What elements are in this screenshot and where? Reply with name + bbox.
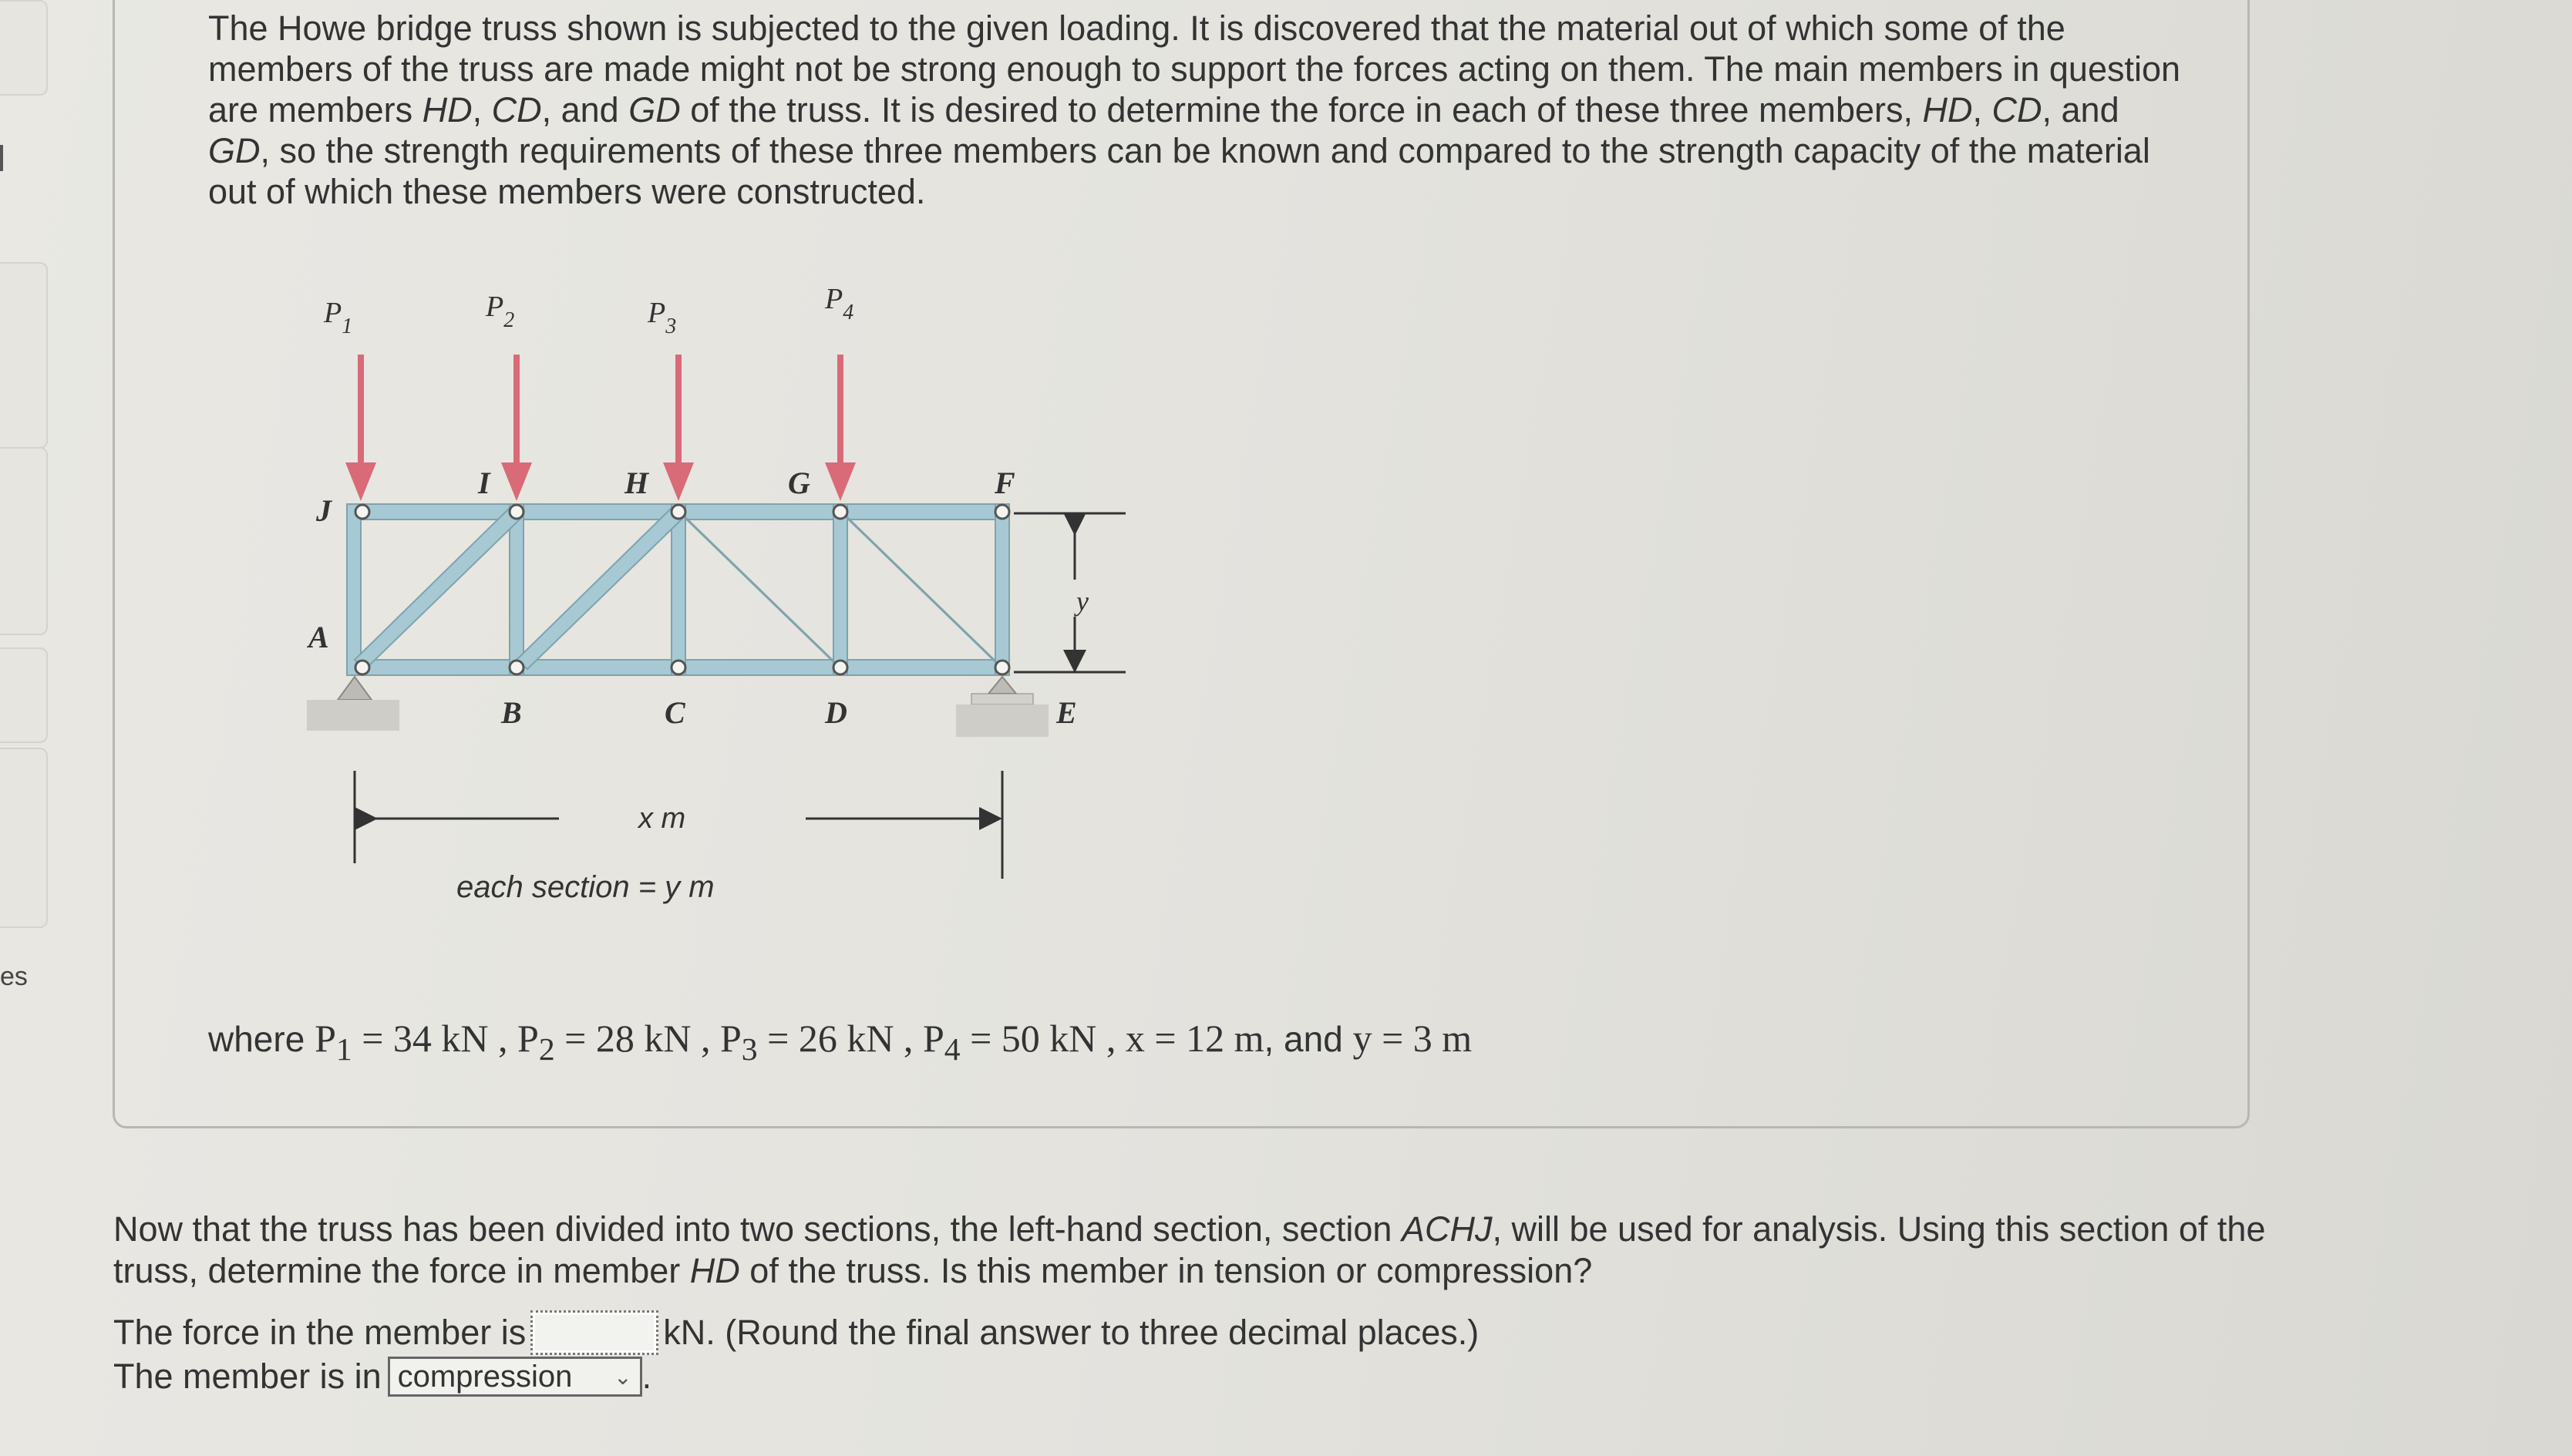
- state-answer-row: [113, 1357, 651, 1397]
- load-arrow-p3: [663, 355, 694, 501]
- problem-statement: The Howe bridge truss shown is subjected to the given loading. It is discovered that the material out of which some of the members of the truss are made might not be strong enough to support the forces acting on them. The main members in question are members HD, CD, and GD of the truss. It is desired to determine the force in each of these three members, HD, CD, and GD, so the strength requirements of these three members can be known and compared to the strength capacity of the material out of which these members were constructed.: [208, 8, 2181, 211]
- node-label-h: H: [624, 466, 649, 500]
- pin-support-a: [307, 677, 399, 731]
- sidebar-panel: [0, 447, 48, 635]
- node-label-i: I: [478, 466, 490, 500]
- roller-support-e: [956, 677, 1049, 737]
- y-dimension: [1014, 513, 1126, 672]
- node-label-j: J: [316, 493, 332, 528]
- given-values: where $P_1 = 34$ kN , $P_2 = 28$ kN , $P_3 = 26$ kN , $P_4 = 50$ kN , x = 12 m, and y = 3 m: [208, 1017, 1473, 1068]
- sidebar-partial-label: es: [0, 962, 28, 991]
- load-label-p1: $P_1$: [324, 297, 353, 338]
- sidebar-panel: [0, 0, 48, 96]
- left-sidebar: [0, 0, 48, 1456]
- truss-members: [347, 504, 1009, 675]
- section-length-label: each section = y m: [456, 870, 715, 904]
- force-answer-row: [113, 1310, 1479, 1355]
- question-text: Now that the truss has been divided into two sections, the left-hand section, section ACHJ, will be used for analysis. Using this section of the truss, determine the force in member HD of the truss. Is this member in tension or compression?: [113, 1209, 2266, 1290]
- load-arrows: [345, 355, 856, 501]
- state-label: The member is in: [113, 1357, 382, 1396]
- node-label-f: F: [995, 466, 1015, 500]
- force-label: The force in the member is: [113, 1313, 527, 1352]
- sidebar-panel: [0, 262, 48, 449]
- load-label-p3: $P_3$: [648, 297, 677, 338]
- node-label-g: G: [788, 466, 810, 500]
- node-label-e: E: [1056, 695, 1077, 730]
- sidebar-panel: [0, 647, 48, 743]
- load-label-p2: $P_2$: [486, 291, 515, 332]
- state-end-punctuation: .: [641, 1357, 652, 1396]
- sidebar-panel: [0, 748, 48, 928]
- force-input[interactable]: [530, 1310, 658, 1355]
- load-label-p4: $P_4$: [825, 283, 854, 324]
- tension-compression-select[interactable]: [388, 1357, 642, 1397]
- load-arrow-p1: [345, 355, 376, 501]
- chevron-down-icon: ⌄: [614, 1364, 632, 1389]
- load-arrow-p2: [501, 355, 532, 501]
- node-label-c: C: [665, 695, 685, 730]
- node-label-a: A: [308, 620, 329, 654]
- load-arrow-p4: [825, 355, 856, 501]
- x-dimension-label: x m: [638, 802, 686, 835]
- force-unit-label: kN. (Round the final answer to three decimal places.): [663, 1313, 1480, 1352]
- state-selected-value: compression: [397, 1359, 573, 1394]
- y-dimension-label: y: [1076, 586, 1089, 617]
- node-label-b: B: [501, 695, 522, 730]
- howe-truss-figure: [293, 277, 1172, 925]
- sidebar-marker: [0, 145, 3, 171]
- node-label-d: D: [825, 695, 847, 730]
